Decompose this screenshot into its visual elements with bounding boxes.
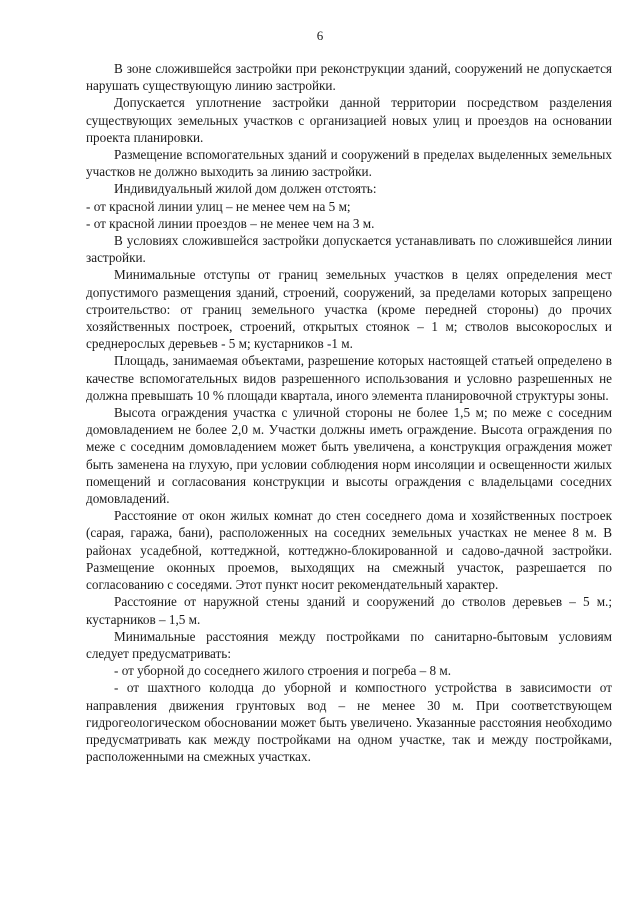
list-item-well-distance: - от шахтного колодца до уборной и компостного устройства в зависимости от направления движения грунтовых вод – не менее 30 м. При соответствующем гидрогеологическом обосновании может быть увеличено. Указанные расстояния необходимо предусматривать как между постройками на одном участке, так и между постройками, расположенными на смежных участках. bbox=[86, 680, 612, 765]
paragraph-fence-height: Высота ограждения участка с уличной стороны не более 1,5 м; по меже с соседним домовладением не более 2,0 м. Участки должны иметь ограждение. Высота ограждения по меже с соседним домовладением может быть увеличена, а конструкция ограждения может быть заменена на глухую, при условии соблюдения норм инсоляции и освещенности жилых помещений и согласования конструкции и высоты ограждения с владельцами соседних домовладений. bbox=[86, 405, 612, 507]
list-item-driveway-red-line: - от красной линии проездов – не менее чем на 3 м. bbox=[86, 215, 375, 231]
paragraph-area-limit: Площадь, занимаемая объектами, разрешение которых настоящей статьей определено в качестве вспомогательных видов разрешенного использования и условно разрешенных не должна превышать 10 % площади квартала, иного элемента планировочной структуры зоны. bbox=[86, 353, 612, 403]
paragraph-window-distance: Расстояние от окон жилых комнат до стен соседнего дома и хозяйственных построек (сарая, гаража, бани), расположенных на соседних земельных участках не менее 8 м. В районах усадебной, коттеджной, коттеджно-блокированной и садово-дачной застройки. Размещение оконных проемов, выходящих на смежный участок, разрешается по согласованию с соседями. Этот пункт носит рекомендательный характер. bbox=[86, 508, 612, 593]
paragraph-minimum-setbacks: Минимальные отступы от границ земельных участков в целях определения мест допустимого размещения зданий, строений, сооружений, за пределами которых запрещено строительство: от границ земельного участка (кроме передней стороны) до прочих хозяйственных построек, строений, открытых стоянок – 1 м; стволов высокорослых и среднерослых деревьев - 5 м; кустарников -1 м. bbox=[86, 267, 612, 352]
list-item-street-red-line: - от красной линии улиц – не менее чем на 5 м; bbox=[86, 198, 351, 214]
paragraph-house-setback-intro: Индивидуальный жилой дом должен отстоять: bbox=[114, 181, 377, 197]
paragraph-sanitary-distances: Минимальные расстояния между постройками по санитарно-бытовым условиям следует предусматривать: bbox=[86, 628, 612, 661]
paragraph-existing-buildings: В зоне сложившейся застройки при реконструкции зданий, сооружений не допускается нарушать существующую линию застройки. bbox=[86, 61, 612, 94]
document-body bbox=[86, 60, 612, 765]
list-item-toilet-distance: - от уборной до соседнего жилого строения и погреба – 8 м. bbox=[114, 663, 452, 679]
paragraph-tree-distance: Расстояние от наружной стены зданий и сооружений до стволов деревьев – 5 м.; кустарников – 1,5 м. bbox=[86, 594, 612, 627]
paragraph-auxiliary-buildings: Размещение вспомогательных зданий и сооружений в пределах выделенных земельных участков не должно выходить за линию застройки. bbox=[86, 147, 612, 180]
paragraph-existing-line: В условиях сложившейся застройки допускается устанавливать по сложившейся линии застройки. bbox=[86, 233, 612, 266]
page-number: 6 bbox=[316, 28, 324, 43]
paragraph-densification: Допускается уплотнение застройки данной территории посредством разделения существующих земельных участков с организацией новых улиц и проездов на основании проекта планировки. bbox=[86, 95, 612, 145]
